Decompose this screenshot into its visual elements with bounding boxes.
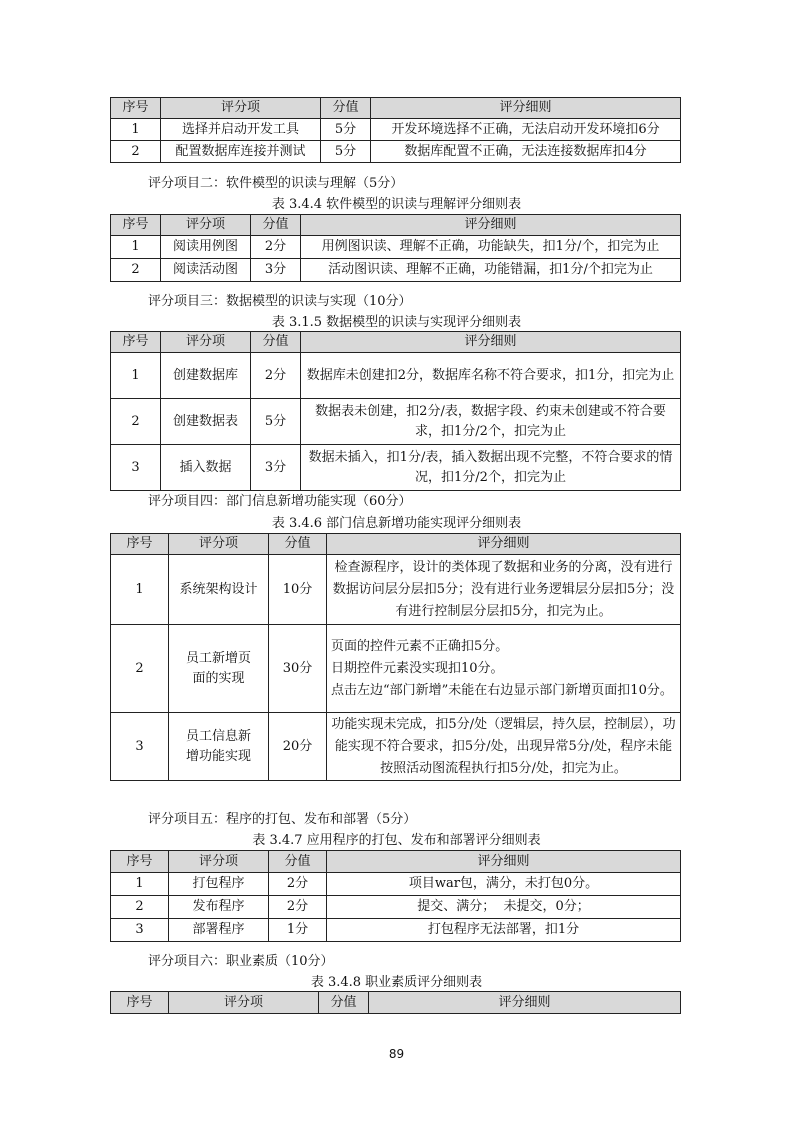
table-software-model: 序号 评分项 分值 评分细则 1 阅读用例图 2分 用例图识读、理解不正确，功能缺失，扣1分/个，扣完为止 2 阅读活动图 3分 活动图识读、理解不正确，功能错漏，扣1分/个扣完为止 [110,214,681,282]
table-row: 2 创建数据表 5分 数据表未创建，扣2分/表，数据字段、约束未创建或不符合要求，扣1分/2个，扣完为止 [111,399,681,445]
table-caption-2: 表 3.4.4 软件模型的识读与理解评分细则表 [271,197,522,212]
col-header-index: 序号 [111,98,161,119]
section-heading-5: 评分项目五：程序的打包、发布和部署（5分） [148,812,417,827]
table-professional: 序号 评分项 分值 评分细则 [110,991,681,1014]
table-row: 1 创建数据库 2分 数据库未创建扣2分，数据库名称不符合要求，扣1分，扣完为止 [111,353,681,399]
table-dept-feature: 序号 评分项 分值 评分细则 1 系统架构设计 10分 检查源程序，设计的类体现了数据和业务的分离，没有进行数据访问层分层扣5分；没有进行业务逻辑层分层扣5分；没有进行控制层分层扣5分，扣完为止。 2 员工新增页面的实现 30分 页面的控件元素不正确扣5分。 日期控件元素没实现扣10分。 点击左边“部门新增”未能在右边显示部门新增页面扣10分。 3 员工信息新增功能实现 20分 功能实现未完成，扣5分/处（逻辑层，持久层，控制层），功能实现不符合要求，扣5分/处，出现异常5分/处，程序未能按照活动图流程执行扣5分/处，扣完为止。 [110,533,681,781]
table-row: 2 阅读活动图 3分 活动图识读、理解不正确，功能错漏，扣1分/个扣完为止 [111,259,681,282]
section-heading-2: 评分项目二：软件模型的识读与理解（5分） [148,176,404,191]
table-row: 3 插入数据 3分 数据未插入，扣1分/表，插入数据出现不完整，不符合要求的情况，扣1分/2个，扣完为止 [111,445,681,491]
table-row: 1 选择并启动开发工具 5分 开发环境选择不正确，无法启动开发环境扣6分 [111,119,681,141]
col-header-item: 评分项 [161,98,321,119]
table-caption-6: 表 3.4.8 职业素质评分细则表 [310,975,483,990]
table-row: 1 阅读用例图 2分 用例图识读、理解不正确，功能缺失，扣1分/个，扣完为止 [111,236,681,259]
col-header-rules: 评分细则 [371,98,681,119]
table-row: 1 打包程序 2分 项目war包，满分，未打包0分。 [111,873,681,896]
table-caption-4: 表 3.4.6 部门信息新增功能实现评分细则表 [271,516,522,531]
table-row: 2 发布程序 2分 提交、满分； 未提交，0分； [111,896,681,919]
page-number: 89 [388,1047,405,1061]
table-deploy: 序号 评分项 分值 评分细则 1 打包程序 2分 项目war包，满分，未打包0分。 2 发布程序 2分 提交、满分； 未提交，0分； 3 部署程序 1分 打包程序无法部署，扣1分 [110,850,681,942]
section-heading-6: 评分项目六：职业素质（10分） [148,954,334,969]
table-row: 3 员工信息新增功能实现 20分 功能实现未完成，扣5分/处（逻辑层，持久层，控制层），功能实现不符合要求，扣5分/处，出现异常5分/处，程序未能按照活动图流程执行扣5分/处，扣完为止。 [111,713,681,781]
table-row: 2 员工新增页面的实现 30分 页面的控件元素不正确扣5分。 日期控件元素没实现扣10分。 点击左边“部门新增”未能在右边显示部门新增页面扣10分。 [111,625,681,713]
table-row: 1 系统架构设计 10分 检查源程序，设计的类体现了数据和业务的分离，没有进行数据访问层分层扣5分；没有进行业务逻辑层分层扣5分；没有进行控制层分层扣5分，扣完为止。 [111,555,681,625]
col-header-score: 分值 [321,98,371,119]
table-caption-5: 表 3.4.7 应用程序的打包、发布和部署评分细则表 [252,833,541,848]
section-heading-4: 评分项目四：部门信息新增功能实现（60分） [148,494,412,509]
table-row: 3 部署程序 1分 打包程序无法部署，扣1分 [111,919,681,942]
table-data-model: 序号 评分项 分值 评分细则 1 创建数据库 2分 数据库未创建扣2分，数据库名称不符合要求，扣1分，扣完为止 2 创建数据表 5分 数据表未创建，扣2分/表，数据字段、约束未创建或不符合要求，扣1分/2个，扣完为止 3 插入数据 3分 数据未插入，扣1分/表，插入数据出现不完整，不符合要求的情况，扣1分/2个，扣完为止 [110,331,681,491]
table-dev-env [110,97,681,163]
table-caption-3: 表 3.1.5 数据模型的识读与实现评分细则表 [271,315,522,330]
section-heading-3: 评分项目三：数据模型的识读与实现（10分） [148,294,412,309]
table-row: 2 配置数据库连接并测试 5分 数据库配置不正确，无法连接数据库扣4分 [111,141,681,163]
